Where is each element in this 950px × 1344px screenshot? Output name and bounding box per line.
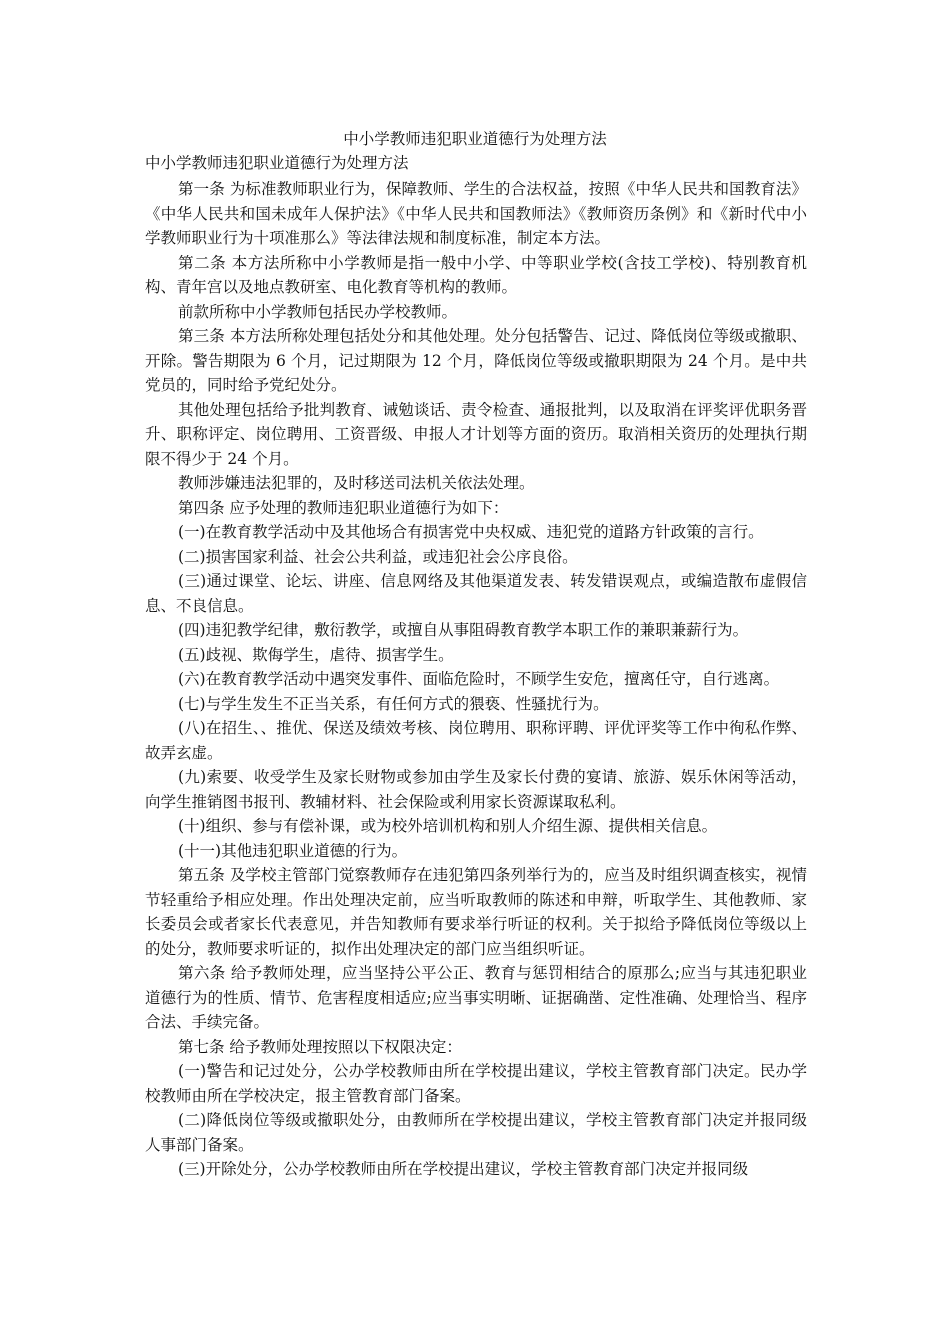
list-item: (六)在教育教学活动中遇突发事件、面临危险时，不顾学生安危，擅离任守，自行逃离。 bbox=[178, 670, 780, 688]
paragraph-article-7: 第七条 给予教师处理按照以下权限决定： bbox=[178, 1037, 462, 1056]
paragraph: 前款所称中小学教师包括民办学校教师。 bbox=[178, 302, 458, 321]
list-item: (四)违犯教学纪律，敷衍教学，或擅自从事阻碍教育教学本职工作的兼职兼薪行为。 bbox=[178, 621, 749, 639]
list-item: (二)降低岗位等级或撤职处分，由教师所在学校提出建议，学校主管教育部门决定并报同级人事部门备案。 bbox=[145, 1111, 807, 1154]
list-item: (十)组织、参与有偿补课，或为校外培训机构和别人介绍生源、提供相关信息。 bbox=[178, 817, 718, 835]
list-item: (二)损害国家利益、社会公共利益，或违犯社会公序良俗。 bbox=[178, 547, 578, 566]
list-item: (一)在教育教学活动中及其他场合有损害党中央权威、违犯党的道路方针政策的言行。 bbox=[178, 523, 764, 541]
paragraph-article-6: 第六条 给予教师处理，应当坚持公平公正、教育与惩罚相结合的原那么;应当与其违犯职业道德行为的性质、情节、危害程度相适应;应当事实明晰、证据确凿、定性准确、处理恰当、程序合法、手续完备。 bbox=[145, 964, 807, 1031]
paragraph-article-1: 第一条 为标准教师职业行为，保障教师、学生的合法权益，按照《中华人民共和国教育法》《中华人民共和国未成年人保护法》《中华人民共和国教师法》《教师资历条例》和《新时代中小学教师职业行为十项准那么》等法律法规和制度标准，制定本方法。 bbox=[145, 180, 807, 247]
document-body bbox=[145, 177, 807, 1182]
list-item: (一)警告和记过处分，公办学校教师由所在学校提出建议，学校主管教育部门决定。民办学校教师由所在学校决定，报主管教育部门备案。 bbox=[145, 1062, 807, 1105]
list-item: (三)开除处分，公办学校教师由所在学校提出建议，学校主管教育部门决定并报同级 bbox=[178, 1160, 749, 1178]
list-item: (三)通过课堂、论坛、讲座、信息网络及其他渠道发表、转发错误观点，或编造散布虚假信息、不良信息。 bbox=[145, 572, 807, 615]
document-title: 中小学教师违犯职业道德行为处理方法 bbox=[343, 130, 607, 148]
paragraph-article-5: 第五条 及学校主管部门觉察教师存在违犯第四条列举行为的，应当及时组织调查核实，视情节轻重给予相应处理。作出处理决定前，应当听取教师的陈述和申辩，听取学生、其他教师、家长委员会或者家长代表意见，并告知教师有要求举行听证的权利。关于拟给予降低岗位等级以上的处分，教师要求听证的，拟作出处理决定的部门应当组织听证。 bbox=[145, 866, 807, 958]
paragraph: 其他处理包括给予批判教育、诫勉谈话、责令检查、通报批判，以及取消在评奖评优职务晋升、职称评定、岗位聘用、工资晋级、申报人才计划等方面的资历。取消相关资历的处理执行期限不得少于 24 个月。 bbox=[145, 400, 807, 468]
list-item: (十一)其他违犯职业道德的行为。 bbox=[178, 841, 408, 860]
list-item: (七)与学生发生不正当关系，有任何方式的猥亵、性骚扰行为。 bbox=[178, 694, 609, 713]
paragraph-article-3: 第三条 本方法所称处理包括处分和其他处理。处分包括警告、记过、降低岗位等级或撤职、开除。警告期限为 6 个月，记过期限为 12 个月，降低岗位等级或撤职期限为 24 个月。是中共党员的，同时给予党纪处分。 bbox=[145, 327, 807, 394]
list-item: (九)索要、收受学生及家长财物或参加由学生及家长付费的宴请、旅游、娱乐休闲等活动，向学生推销图书报刊、教辅材料、社会保险或利用家长资源谋取私利。 bbox=[145, 768, 807, 811]
list-item: (八)在招生、、推优、保送及绩效考核、岗位聘用、职称评聘、评优评奖等工作中徇私作弊、故弄玄虚。 bbox=[145, 719, 807, 762]
paragraph-article-2: 第二条 本方法所称中小学教师是指一般中小学、中等职业学校(含技工学校)、特别教育机构、青年宫以及地点教研室、电化教育等机构的教师。 bbox=[145, 253, 807, 296]
paragraph-article-4: 第四条 应予处理的教师违犯职业道德行为如下： bbox=[178, 498, 509, 517]
list-item: (五)歧视、欺侮学生，虐待、损害学生。 bbox=[178, 645, 454, 664]
document-subtitle: 中小学教师违犯职业道德行为处理方法 bbox=[145, 154, 409, 172]
paragraph: 教师涉嫌违法犯罪的，及时移送司法机关依法处理。 bbox=[178, 474, 535, 492]
